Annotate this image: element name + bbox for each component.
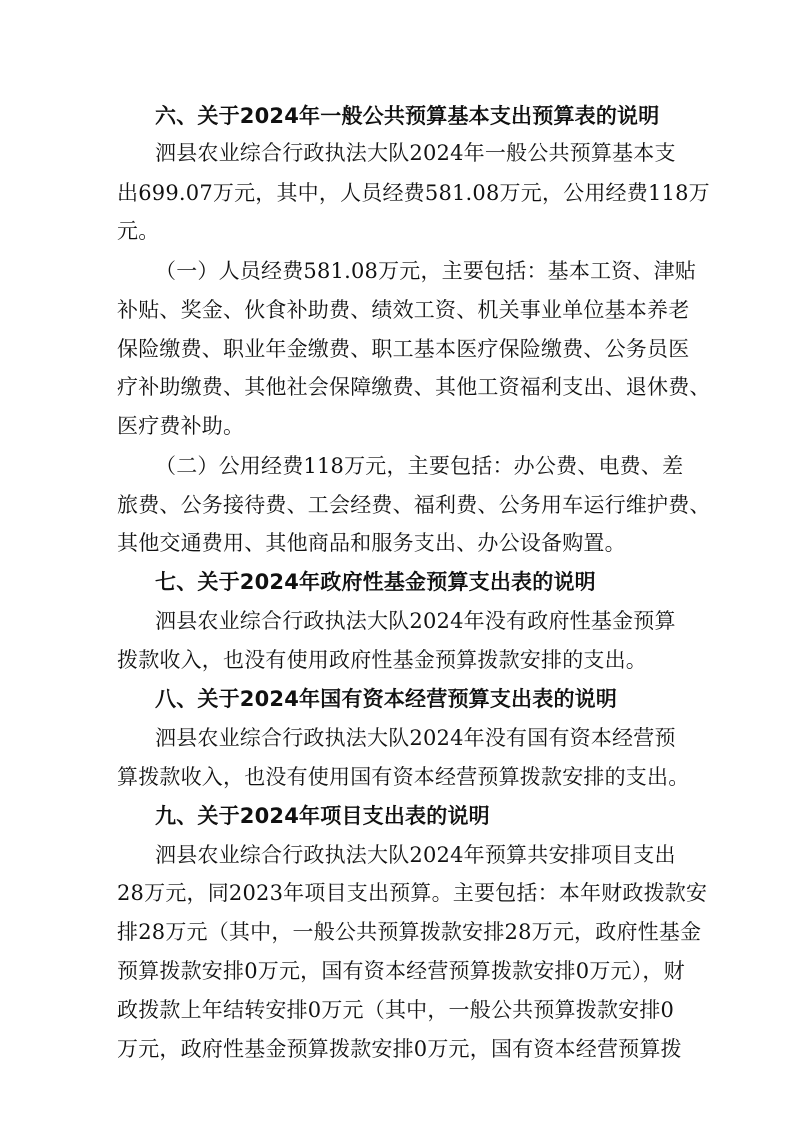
paragraph-line: 出699.07万元，其中，人员经费581.08万元，公用经费118万 — [117, 181, 710, 205]
paragraph-line: 万元，政府性基金预算拨款安排0万元，国有资本经营预算拨 — [117, 1037, 682, 1061]
paragraph-line: 保险缴费、职业年金缴费、职工基本医疗保险缴费、公务员医 — [117, 337, 690, 361]
paragraph-line: 泗县农业综合行政执法大队2024年一般公共预算基本支 — [155, 141, 676, 165]
section-heading-7: 七、关于2024年政府性基金预算支出表的说明 — [155, 570, 596, 594]
paragraph-line: （一）人员经费581.08万元，主要包括：基本工资、津贴 — [155, 259, 697, 283]
paragraph-line: （二）公用经费118万元，主要包括：办公费、电费、差 — [155, 454, 684, 478]
paragraph-line: 补贴、奖金、伙食补助费、绩效工资、机关事业单位基本养老 — [117, 298, 690, 322]
paragraph-line: 算拨款收入，也没有使用国有资本经营预算拨款安排的支出。 — [117, 765, 690, 789]
section-heading-6: 六、关于2024年一般公共预算基本支出预算表的说明 — [155, 104, 660, 128]
paragraph-line: 泗县农业综合行政执法大队2024年没有国有资本经营预 — [155, 726, 676, 750]
paragraph-line: 疗补助缴费、其他社会保障缴费、其他工资福利支出、退休费、 — [117, 375, 711, 399]
paragraph-line: 预算拨款安排0万元，国有资本经营预算拨款安排0万元），财 — [117, 959, 685, 983]
paragraph-line: 其他交通费用、其他商品和服务支出、办公设备购置。 — [117, 531, 626, 555]
paragraph-line: 28万元，同2023年项目支出预算。主要包括：本年财政拨款安 — [117, 881, 708, 905]
paragraph-line: 排28万元（其中，一般公共预算拨款安排28万元，政府性基金 — [117, 920, 702, 944]
paragraph-line: 元。 — [117, 219, 160, 243]
paragraph-line: 泗县农业综合行政执法大队2024年预算共安排项目支出 — [155, 843, 676, 867]
paragraph-line: 泗县农业综合行政执法大队2024年没有政府性基金预算 — [155, 609, 676, 633]
paragraph-line: 拨款收入，也没有使用政府性基金预算拨款安排的支出。 — [117, 648, 647, 672]
paragraph-line: 旅费、公务接待费、工会经费、福利费、公务用车运行维护费、 — [117, 493, 711, 517]
section-heading-9: 九、关于2024年项目支出表的说明 — [155, 804, 490, 828]
section-heading-8: 八、关于2024年国有资本经营预算支出表的说明 — [155, 687, 618, 711]
paragraph-line: 政拨款上年结转安排0万元（其中，一般公共预算拨款安排0 — [117, 998, 675, 1022]
paragraph-line: 医疗费补助。 — [117, 414, 245, 438]
